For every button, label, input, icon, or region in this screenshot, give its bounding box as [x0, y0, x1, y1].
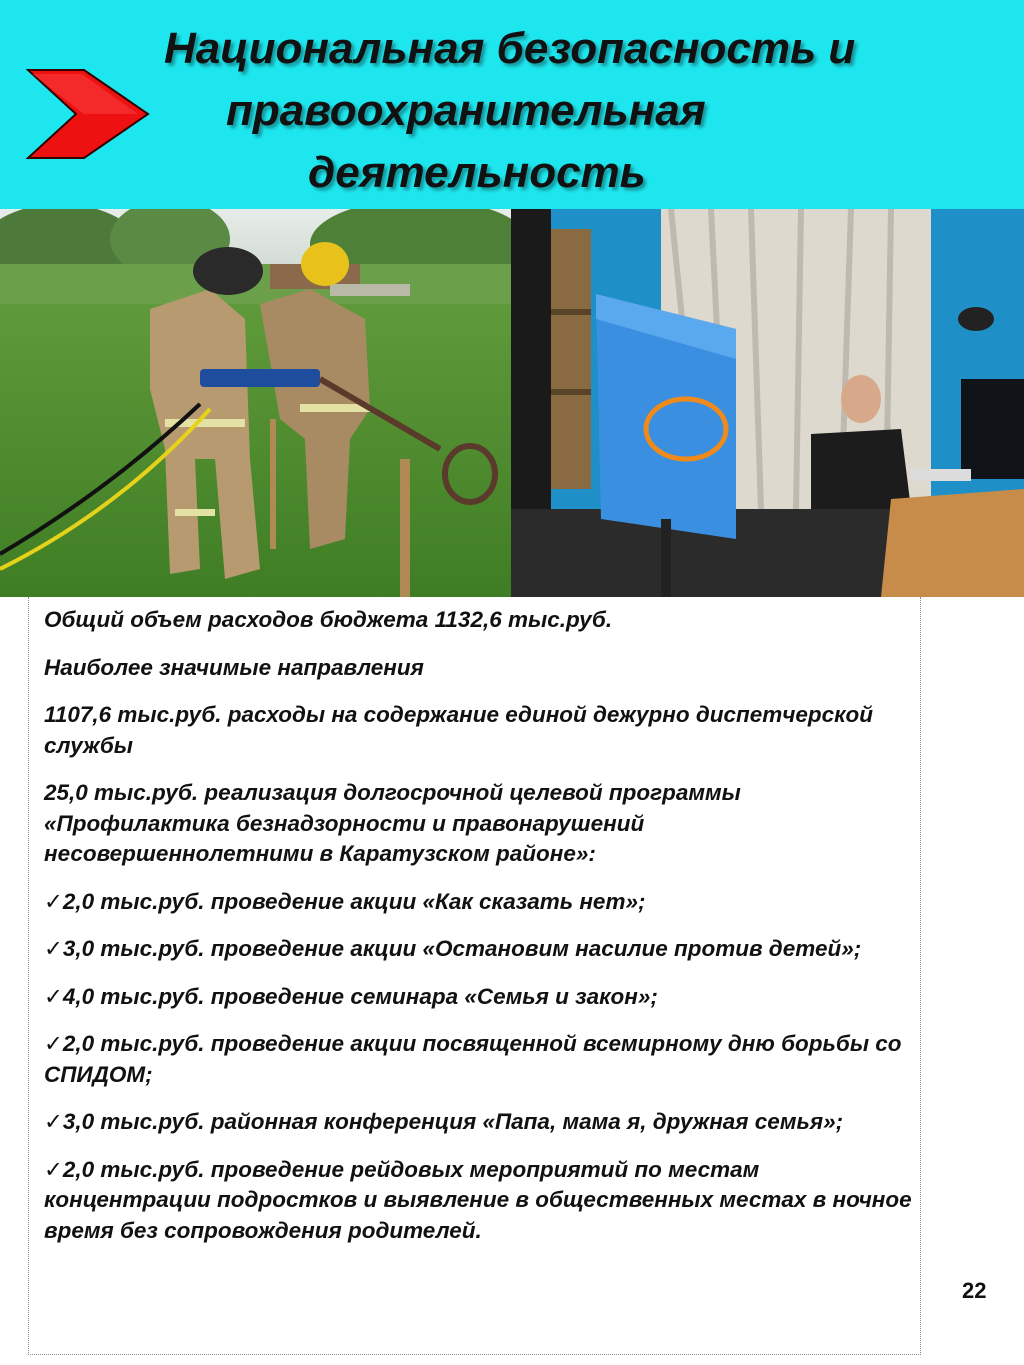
budget-text-box — [28, 597, 921, 1355]
title-line-3: деятельность — [308, 148, 646, 197]
list-item: ✓3,0 тыс.руб. проведение акции «Остановим насилие против детей»; — [44, 936, 862, 961]
title-line-1: Национальная безопасность и — [164, 24, 856, 73]
list-item: ✓4,0 тыс.руб. проведение семинара «Семья и закон»; — [44, 983, 658, 1009]
dispatch-office-photo — [511, 209, 1024, 597]
paragraph-program: 25,0 тыс.руб. реализация долгосрочной целевой программы «Профилактика безнадзорности и правонарушений несовершеннолетними в Каратузском районе»: — [44, 780, 741, 866]
list-item: ✓2,0 тыс.руб. проведение акции «Как сказать нет»; — [44, 888, 646, 914]
slide-header — [0, 0, 1024, 209]
firefighters-photo — [0, 209, 511, 597]
dispatch-office-photo-image — [511, 209, 1024, 597]
title-line-2: правоохранительная — [226, 86, 706, 135]
list-item: ✓2,0 тыс.руб. проведение акции посвященной всемирному дню борьбы со СПИДОМ; — [44, 1031, 902, 1087]
red-arrow-icon — [26, 68, 150, 160]
list-item: ✓3,0 тыс.руб. районная конференция «Папа, мама я, дружная семья»; — [44, 1109, 844, 1134]
paragraph-main-directions: Наиболее значимые направления — [44, 654, 424, 680]
list-item: ✓2,0 тыс.руб. проведение рейдовых мероприятий по местам концентрации подростков и выявление в общественных местах в ночное время без сопровождения родителей. — [44, 1156, 912, 1243]
paragraph-total: Общий объем расходов бюджета 1132,6 тыс.руб. — [44, 607, 613, 632]
firefighters-photo-image — [0, 209, 511, 597]
paragraph-dispatch-service: 1107,6 тыс.руб. расходы на содержание единой дежурно диспетчерской службы — [44, 702, 874, 758]
page-number: 22 — [962, 1278, 987, 1303]
